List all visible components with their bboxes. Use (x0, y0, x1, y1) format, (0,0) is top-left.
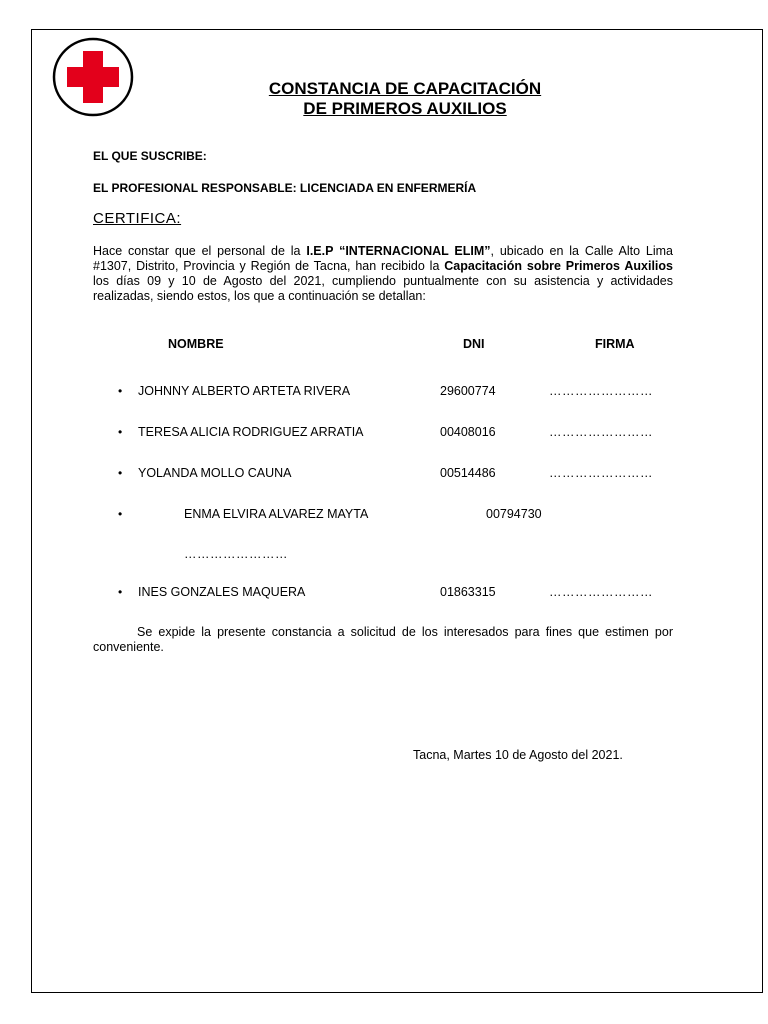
bullet: • (118, 585, 123, 599)
bullet: • (118, 466, 123, 480)
body-text-2: , ubicado en la Calle Alto Lima #1307, Distrito, Provincia y Región de Tacna, han recibido la (93, 244, 673, 273)
column-header-dni: DNI (463, 337, 485, 351)
body-text-1: Hace constar que el personal de la (93, 244, 307, 258)
bullet: • (118, 507, 123, 521)
closing-paragraph: Se expide la presente constancia a solicitud de los interesados para fines que estimen por conveniente. (93, 625, 673, 654)
participant-dni: 01863315 (440, 585, 496, 599)
document-title-line1: CONSTANCIA DE CAPACITACIÓN (268, 79, 542, 98)
document-title-line2: DE PRIMEROS AUXILIOS (303, 99, 507, 118)
body-paragraph (93, 244, 673, 304)
profesional-label: EL PROFESIONAL RESPONSABLE: LICENCIADA EN ENFERMERÍA (93, 181, 477, 195)
participant-name: INES GONZALES MAQUERA (138, 585, 306, 599)
participant-name: ENMA ELVIRA ALVAREZ MAYTA (184, 507, 369, 521)
signature-line: …………………… (184, 547, 288, 561)
column-header-firma: FIRMA (595, 337, 635, 351)
participant-dni: 00514486 (440, 466, 496, 480)
suscribe-label: EL QUE SUSCRIBE: (93, 149, 207, 163)
red-cross-icon (52, 37, 134, 117)
signature-line: …………………… (549, 466, 653, 480)
document-border (31, 29, 763, 993)
column-header-nombre: NOMBRE (168, 337, 224, 351)
participant-dni: 00408016 (440, 425, 496, 439)
training-name: Capacitación sobre Primeros Auxilios (444, 259, 673, 273)
participant-dni: 00794730 (486, 507, 542, 521)
participant-name: YOLANDA MOLLO CAUNA (138, 466, 292, 480)
body-text-3: los días 09 y 10 de Agosto del 2021, cumpliendo puntualmente con su asistencia y actividades realizadas, siendo estos, los que a continuación se detallan: (93, 274, 673, 303)
bullet: • (118, 425, 123, 439)
bullet: • (118, 384, 123, 398)
signature-line: …………………… (549, 425, 653, 439)
signature-line: …………………… (549, 384, 653, 398)
certifica-heading: CERTIFICA: (93, 210, 182, 227)
participant-name: JOHNNY ALBERTO ARTETA RIVERA (138, 384, 351, 398)
institution-name: I.E.P “INTERNACIONAL ELIM” (306, 244, 491, 258)
date-line: Tacna, Martes 10 de Agosto del 2021. (413, 748, 623, 762)
participant-name: TERESA ALICIA RODRIGUEZ ARRATIA (138, 425, 364, 439)
signature-line: …………………… (549, 585, 653, 599)
participant-dni: 29600774 (440, 384, 496, 398)
